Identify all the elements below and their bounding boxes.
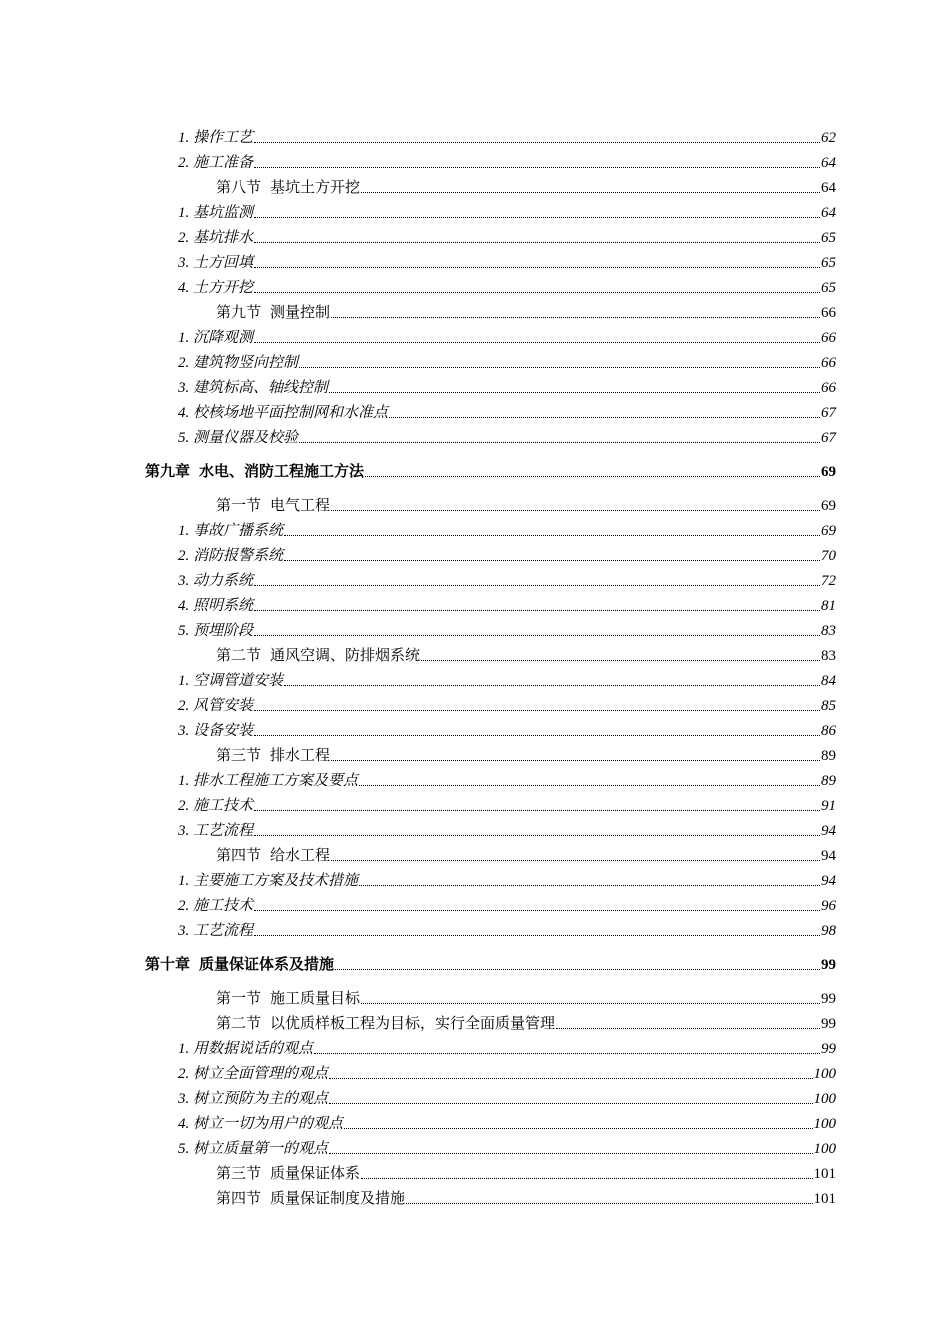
toc-entry-title: 2. 施工技术 <box>178 798 254 814</box>
toc-entry-title <box>216 178 360 198</box>
toc-page-number: 65 <box>821 230 836 246</box>
toc-entry-number: 第十章 <box>145 957 191 973</box>
toc-item-entry[interactable] <box>178 228 836 248</box>
toc-dot-leader <box>254 734 820 736</box>
toc-entry-heading: 通风空调、防排烟系统 <box>270 648 421 664</box>
toc-section-entry[interactable] <box>216 989 836 1009</box>
toc-section-entry[interactable] <box>216 1164 836 1184</box>
toc-entry-title: 4. 校核场地平面控制网和水准点 <box>178 405 389 421</box>
toc-item-entry[interactable] <box>178 721 836 741</box>
toc-entry-heading: 质量保证体系 <box>270 1166 361 1182</box>
toc-entry-title: 1. 主要施工方案及技术措施 <box>178 873 359 889</box>
toc-page-number: 85 <box>821 698 836 714</box>
toc-entry-title <box>216 303 330 323</box>
toc-dot-leader <box>254 634 820 636</box>
toc-entry-title: 1. 沉降观测 <box>178 330 254 346</box>
toc-entry-title: 4. 树立一切为用户的观点 <box>178 1116 344 1132</box>
toc-dot-leader <box>254 241 820 243</box>
toc-page-number: 101 <box>813 1191 836 1207</box>
toc-entry-title: 2. 基坑排水 <box>178 230 254 246</box>
toc-dot-leader <box>556 1027 820 1029</box>
toc-page-number: 64 <box>821 205 836 221</box>
toc-entry-number: 第一节 <box>216 498 262 514</box>
toc-page-number: 69 <box>821 464 836 480</box>
toc-item-entry[interactable] <box>178 203 836 223</box>
toc-section-entry[interactable] <box>216 1014 836 1034</box>
toc-item-entry[interactable] <box>178 796 836 816</box>
toc-entry-title: 2. 树立全面管理的观点 <box>178 1066 329 1082</box>
toc-page-number: 64 <box>821 155 836 171</box>
toc-entry-number: 第八节 <box>216 180 262 196</box>
toc-dot-leader <box>335 968 820 970</box>
toc-dot-leader <box>331 316 820 318</box>
toc-item-entry[interactable] <box>178 696 836 716</box>
toc-entry-title: 4. 土方开挖 <box>178 280 254 296</box>
toc-entry-title: 3. 工艺流程 <box>178 923 254 939</box>
toc-page-number: 66 <box>821 355 836 371</box>
toc-section-entry[interactable] <box>216 746 836 766</box>
toc-entry-title <box>216 746 330 766</box>
toc-entry-title: 3. 树立预防为主的观点 <box>178 1091 329 1107</box>
toc-dot-leader <box>331 759 820 761</box>
toc-entry-title: 1. 基坑监测 <box>178 205 254 221</box>
toc-dot-leader <box>254 834 820 836</box>
toc-entry-number: 第三节 <box>216 748 262 764</box>
toc-item-entry[interactable] <box>178 521 836 541</box>
toc-page-number: 100 <box>813 1141 836 1157</box>
toc-page-number: 81 <box>821 598 836 614</box>
toc-item-entry[interactable] <box>178 1039 836 1059</box>
toc-page-number: 96 <box>821 898 836 914</box>
toc-page-number: 100 <box>813 1091 836 1107</box>
toc-page-number: 69 <box>821 523 836 539</box>
toc-item-entry[interactable] <box>178 1064 836 1084</box>
toc-entry-number: 第九章 <box>145 464 191 480</box>
toc-page-number: 89 <box>821 748 836 764</box>
toc-item-entry[interactable] <box>178 253 836 273</box>
toc-chapter-entry[interactable] <box>145 462 836 482</box>
toc-dot-leader <box>314 1052 820 1054</box>
toc-section-entry[interactable] <box>216 646 836 666</box>
toc-item-entry[interactable] <box>178 1089 836 1109</box>
toc-page-number: 99 <box>821 991 836 1007</box>
toc-entry-title: 3. 动力系统 <box>178 573 254 589</box>
toc-page-number: 83 <box>821 623 836 639</box>
toc-entry-heading: 质量保证制度及措施 <box>270 1191 406 1207</box>
toc-section-entry[interactable] <box>216 846 836 866</box>
toc-dot-leader <box>254 216 820 218</box>
toc-page-number: 67 <box>821 405 836 421</box>
toc-dot-leader <box>254 809 820 811</box>
toc-dot-leader <box>361 1002 820 1004</box>
toc-item-entry[interactable] <box>178 896 836 916</box>
toc-entry-title: 1. 空调管道安装 <box>178 673 284 689</box>
toc-entry-title <box>216 989 360 1009</box>
toc-entry-heading: 水电、消防工程施工方法 <box>199 464 365 480</box>
toc-entry-heading: 排水工程 <box>270 748 331 764</box>
toc-entry-title <box>145 955 334 975</box>
toc-page-number: 94 <box>821 823 836 839</box>
toc-dot-leader <box>389 416 820 418</box>
toc-item-entry[interactable] <box>178 428 836 448</box>
toc-dot-leader <box>299 366 820 368</box>
toc-entry-number: 第二节 <box>216 648 262 664</box>
toc-page-number: 100 <box>813 1116 836 1132</box>
toc-dot-leader <box>331 509 820 511</box>
toc-dot-leader <box>254 709 820 711</box>
toc-page-number: 99 <box>821 1041 836 1057</box>
toc-dot-leader <box>284 559 820 561</box>
toc-entry-title: 1. 用数据说话的观点 <box>178 1041 314 1057</box>
toc-dot-leader <box>284 684 820 686</box>
toc-entry-title: 3. 土方回填 <box>178 255 254 271</box>
toc-page-number: 65 <box>821 255 836 271</box>
toc-item-entry[interactable] <box>178 771 836 791</box>
toc-page-number: 66 <box>821 330 836 346</box>
toc-entry-title: 3. 工艺流程 <box>178 823 254 839</box>
toc-entry-title: 1. 排水工程施工方案及要点 <box>178 773 359 789</box>
toc-entry-title <box>216 846 330 866</box>
toc-entry-title: 3. 建筑标高、轴线控制 <box>178 380 329 396</box>
toc-dot-leader <box>329 1102 812 1104</box>
toc-page-number: 70 <box>821 548 836 564</box>
toc-entry-title: 4. 照明系统 <box>178 598 254 614</box>
toc-item-entry[interactable] <box>178 128 836 148</box>
toc-page-number: 94 <box>821 873 836 889</box>
toc-entry-title <box>145 462 364 482</box>
toc-entry-number: 第四节 <box>216 1191 262 1207</box>
toc-entry-title <box>216 646 420 666</box>
toc-page-number: 89 <box>821 773 836 789</box>
toc-dot-leader <box>331 859 820 861</box>
toc-item-entry[interactable] <box>178 378 836 398</box>
toc-item-entry[interactable] <box>178 871 836 891</box>
toc-entry-title: 3. 设备安装 <box>178 723 254 739</box>
toc-page-number: 91 <box>821 798 836 814</box>
toc-item-entry[interactable] <box>178 921 836 941</box>
toc-page-number: 99 <box>821 1016 836 1032</box>
toc-item-entry[interactable] <box>178 546 836 566</box>
toc-entry-title <box>216 1014 555 1034</box>
toc-item-entry[interactable] <box>178 671 836 691</box>
toc-entry-title: 5. 测量仪器及校验 <box>178 430 299 446</box>
toc-page-number: 99 <box>821 957 836 973</box>
toc-entry-title: 2. 施工准备 <box>178 155 254 171</box>
toc-dot-leader <box>365 475 820 477</box>
toc-dot-leader <box>406 1202 812 1204</box>
toc-dot-leader <box>254 584 820 586</box>
toc-entry-number: 第九节 <box>216 305 262 321</box>
toc-dot-leader <box>299 441 820 443</box>
toc-item-entry[interactable] <box>178 621 836 641</box>
toc-dot-leader <box>254 266 820 268</box>
toc-dot-leader <box>344 1127 812 1129</box>
toc-dot-leader <box>329 1077 812 1079</box>
toc-entry-title <box>216 1189 405 1209</box>
toc-page-number: 98 <box>821 923 836 939</box>
toc-entry-heading: 以优质样板工程为目标，实行全面质量管理 <box>270 1016 556 1032</box>
toc-dot-leader <box>254 341 820 343</box>
toc-dot-leader <box>421 659 820 661</box>
toc-item-entry[interactable] <box>178 403 836 423</box>
toc-page-number: 67 <box>821 430 836 446</box>
toc-dot-leader <box>254 609 820 611</box>
toc-dot-leader <box>254 166 820 168</box>
toc-dot-leader <box>359 784 820 786</box>
toc-entry-heading: 给水工程 <box>270 848 331 864</box>
toc-entry-title: 2. 施工技术 <box>178 898 254 914</box>
toc-entry-number: 第四节 <box>216 848 262 864</box>
toc-entry-title: 1. 事故广播系统 <box>178 523 284 539</box>
toc-item-entry[interactable] <box>178 328 836 348</box>
toc-dot-leader <box>329 1152 812 1154</box>
toc-entry-title: 2. 风管安装 <box>178 698 254 714</box>
toc-item-entry[interactable] <box>178 278 836 298</box>
toc-entry-title: 5. 预埋阶段 <box>178 623 254 639</box>
toc-page-number: 83 <box>821 648 836 664</box>
toc-chapter-entry[interactable] <box>145 955 836 975</box>
toc-item-entry[interactable] <box>178 596 836 616</box>
toc-dot-leader <box>361 191 820 193</box>
toc-entry-heading: 基坑土方开挖 <box>270 180 361 196</box>
toc-page-number: 65 <box>821 280 836 296</box>
toc-entry-heading: 测量控制 <box>270 305 331 321</box>
toc-item-entry[interactable] <box>178 821 836 841</box>
toc-dot-leader <box>254 934 820 936</box>
toc-page-number: 101 <box>813 1166 836 1182</box>
toc-entry-heading: 施工质量目标 <box>270 991 361 1007</box>
toc-item-entry[interactable] <box>178 1139 836 1159</box>
toc-entry-title: 2. 消防报警系统 <box>178 548 284 564</box>
toc-entry-title <box>216 496 330 516</box>
toc-entry-heading: 质量保证体系及措施 <box>199 957 335 973</box>
toc-dot-leader <box>359 884 820 886</box>
toc-section-entry[interactable] <box>216 303 836 323</box>
toc-section-entry[interactable] <box>216 496 836 516</box>
toc-page-number: 72 <box>821 573 836 589</box>
toc-item-entry[interactable] <box>178 353 836 373</box>
toc-section-entry[interactable] <box>216 178 836 198</box>
toc-page-number: 66 <box>821 305 836 321</box>
toc-dot-leader <box>254 141 820 143</box>
toc-page-number: 94 <box>821 848 836 864</box>
toc-entry-title <box>216 1164 360 1184</box>
toc-dot-leader <box>254 291 820 293</box>
toc-dot-leader <box>284 534 820 536</box>
toc-page-number: 66 <box>821 380 836 396</box>
toc-entry-title: 5. 树立质量第一的观点 <box>178 1141 329 1157</box>
toc-entry-title: 2. 建筑物竖向控制 <box>178 355 299 371</box>
toc-page-number: 84 <box>821 673 836 689</box>
toc-dot-leader <box>329 391 820 393</box>
toc-entry-number: 第二节 <box>216 1016 262 1032</box>
toc-entry-heading: 电气工程 <box>270 498 331 514</box>
toc-dot-leader <box>254 909 820 911</box>
toc-page-number: 64 <box>821 180 836 196</box>
toc-entry-number: 第一节 <box>216 991 262 1007</box>
toc-item-entry[interactable] <box>178 1114 836 1134</box>
toc-page-number: 86 <box>821 723 836 739</box>
toc-entry-title: 1. 操作工艺 <box>178 130 254 146</box>
toc-item-entry[interactable] <box>178 571 836 591</box>
toc-entry-number: 第三节 <box>216 1166 262 1182</box>
toc-page-number: 69 <box>821 498 836 514</box>
toc-section-entry[interactable] <box>216 1189 836 1209</box>
toc-item-entry[interactable] <box>178 153 836 173</box>
toc-page-number: 100 <box>813 1066 836 1082</box>
toc-page-number: 62 <box>821 130 836 146</box>
toc-dot-leader <box>361 1177 812 1179</box>
